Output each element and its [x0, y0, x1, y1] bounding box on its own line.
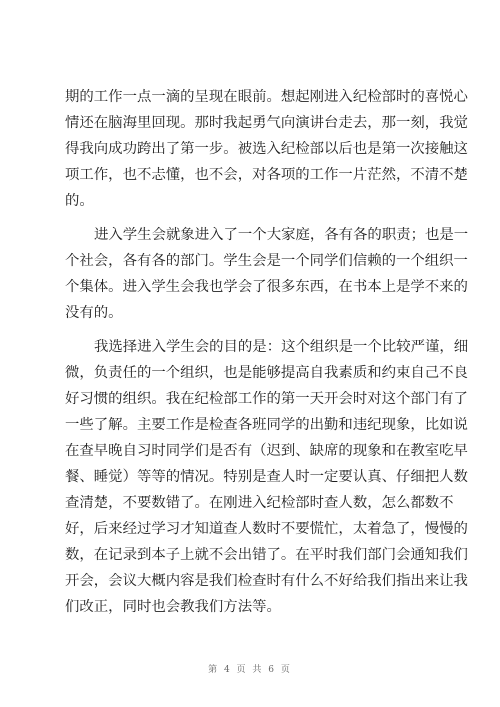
- paragraph-2-line-3: 个集体。进入学生会我也学会了很多东西，在书本上是学不来的: [65, 279, 468, 295]
- paragraph-1-line-3: 得我向成功跨出了第一步。被选入纪检部以后也是第一次接触这: [65, 141, 468, 157]
- paragraph-3-line-5: 在查早晚自习时同学们是否有（迟到、缺席的现象和在教室吃早: [65, 443, 468, 459]
- paragraph-3-line-7: 查清楚，不要数错了。在刚进入纪检部时查人数，怎么都数不: [65, 495, 454, 511]
- paragraph-3-line-6: 餐、睡觉）等等的情况。特别是查人时一定要认真、仔细把人数: [65, 469, 468, 485]
- paragraph-3-line-4: 一些了解。主要工作是检查各班同学的出勤和违纪现象，比如说: [65, 417, 468, 433]
- paragraph-3-line-3: 好习惯的组织。我在纪检部工作的第一天开会时对这个部门有了: [65, 391, 468, 407]
- paragraph-2-line-4: 没有的。: [65, 305, 123, 321]
- paragraph-2-line-2: 个社会，各有各的部门。学生会是一个同学们信赖的一个组织一: [65, 253, 468, 269]
- paragraph-1-line-5: 的。: [65, 193, 94, 209]
- paragraph-3-line-11: 们改正，同时也会教我们方法等。: [65, 599, 281, 615]
- paragraph-3-line-8: 好，后来经过学习才知道查人数时不要慌忙，太着急了，慢慢的: [65, 521, 468, 537]
- paragraph-1-line-2: 情还在脑海里回现。那时我起勇气向演讲台走去，那一刻，我觉: [65, 115, 468, 131]
- paragraph-3-line-2: 微，负责任的一个组织，也是能够提高自我素质和约束自己不良: [65, 365, 468, 381]
- page-number-footer: 第 4 页 共 6 页: [208, 665, 292, 675]
- paragraph-1-line-4: 项工作，也不忐懂，也不会，对各项的工作一片茫然，不清不楚: [65, 167, 468, 183]
- paragraph-3-line-10: 开会，会议大概内容是我们检查时有什么不好给我们指出来让我: [65, 573, 468, 589]
- paragraph-3-line-9: 数，在记录到本子上就不会出错了。在平时我们部门会通知我们: [65, 547, 468, 563]
- paragraph-3-line-1: 我选择进入学生会的目的是：这个组织是一个比较严谨，细: [94, 339, 469, 355]
- paragraph-2-line-1: 进入学生会就象进入了一个大家庭，各有各的职责；也是一: [94, 227, 469, 243]
- paragraph-1-line-1: 期的工作一点一滴的呈现在眼前。想起刚进入纪检部时的喜悦心: [65, 89, 468, 105]
